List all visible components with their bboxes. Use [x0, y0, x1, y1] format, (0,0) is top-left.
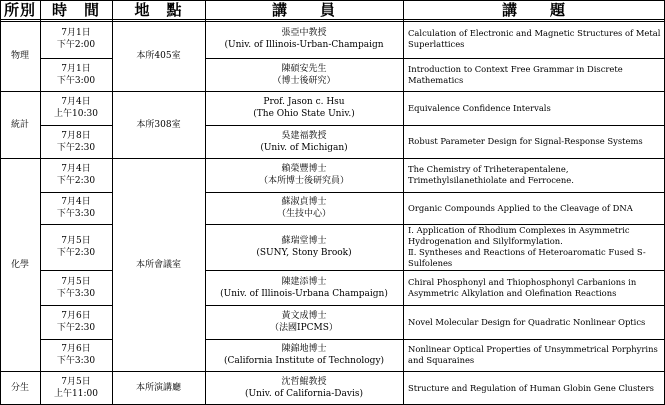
- speaker-cell: [206, 59, 402, 90]
- time-text: 下午2:30: [56, 248, 96, 258]
- header-time-label: 時 間: [51, 1, 100, 19]
- topic-cell: [404, 372, 664, 404]
- time-text: 下午3:30: [56, 209, 96, 219]
- table-rule-horizontal: [40, 58, 112, 59]
- table-rule-horizontal: [0, 21, 665, 22]
- place-cell: [113, 372, 204, 404]
- table-rule-horizontal: [40, 192, 112, 193]
- date-text: 7月1日: [61, 28, 91, 38]
- table-rule-horizontal: [40, 305, 112, 306]
- time-cell: [41, 92, 111, 124]
- place-name: 本所演講廳: [135, 383, 181, 393]
- date-text: 7月5日: [61, 377, 91, 387]
- topic-cell: [404, 271, 664, 304]
- date-text: 7月5日: [61, 236, 91, 246]
- table-rule-horizontal: [40, 224, 112, 225]
- speaker-cell: [206, 372, 402, 404]
- speaker-name: Prof. Jason c. Hsu: [263, 97, 345, 107]
- date-text: 7月5日: [61, 276, 91, 287]
- time-text: 下午2:30: [56, 176, 96, 186]
- speaker-affiliation: （法國IPCMS）: [270, 323, 338, 333]
- header-time: [41, 1, 111, 19]
- time-text: 下午2:30: [56, 142, 96, 153]
- time-text: 下午2:00: [56, 40, 96, 50]
- header-field-label: 所別: [3, 1, 36, 19]
- group-name: 化學: [10, 259, 29, 270]
- table-rule-horizontal: [205, 270, 665, 271]
- topic-text: Chiral Phosphonyl and Thiophosphonyl Carbanions in Asymmetric Alkylation and Olefination Reactions: [408, 276, 637, 298]
- topic-text: Structure and Regulation of Human Globin Gene Clusters: [408, 382, 654, 393]
- time-cell: [41, 159, 111, 191]
- speaker-affiliation: （博士後研究）: [272, 75, 336, 86]
- header-field: [1, 1, 39, 19]
- time-text: 下午2:30: [56, 323, 96, 333]
- time-cell: [41, 306, 111, 338]
- topic-text: The Chemistry of Triheterapentalene, Trimethylsilanethiolate and Ferrocene.: [408, 164, 574, 185]
- table-rule-horizontal: [205, 192, 665, 193]
- topic-cell: [404, 225, 664, 269]
- time-cell: [41, 225, 111, 269]
- topic-cell: [404, 193, 664, 223]
- header-speaker-label: 講 員: [271, 1, 336, 19]
- topic-cell: [404, 159, 664, 191]
- table-rule-vertical: [0, 0, 1, 405]
- speaker-cell: [206, 21, 402, 57]
- topic-cell: [404, 126, 664, 157]
- speaker-affiliation: （生技中心）: [276, 209, 331, 219]
- time-cell: [41, 126, 111, 157]
- time-text: 上午11:00: [54, 389, 98, 399]
- speaker-name: 蘇淑貞博士: [281, 197, 327, 207]
- time-cell: [41, 193, 111, 223]
- topic-text: Organic Compounds Applied to the Cleavage of DNA: [408, 202, 633, 213]
- table-rule-horizontal: [0, 158, 665, 159]
- group-cell: [1, 92, 39, 157]
- group-name: 物理: [10, 50, 29, 61]
- group-name: 統計: [10, 119, 29, 130]
- table-rule-vertical: [112, 0, 113, 405]
- speaker-name: 沈哲鯤教授: [281, 377, 327, 387]
- table-rule-horizontal: [40, 125, 112, 126]
- topic-text: Equivalence Confidence Intervals: [408, 102, 551, 113]
- table-rule-vertical: [205, 0, 206, 405]
- table-rule-horizontal: [0, 0, 665, 1]
- group-cell: [1, 21, 39, 90]
- time-cell: [41, 21, 111, 57]
- time-cell: [41, 271, 111, 304]
- table-rule-horizontal: [205, 58, 665, 59]
- topic-cell: [404, 306, 664, 338]
- place-name: 本所308室: [136, 119, 181, 130]
- speaker-cell: [206, 271, 402, 304]
- date-text: 7月6日: [61, 344, 91, 354]
- speaker-cell: [206, 340, 402, 370]
- speaker-cell: [206, 92, 402, 124]
- header-speaker: [206, 1, 402, 19]
- header-place-label: 地 點: [134, 1, 183, 19]
- date-text: 7月6日: [61, 311, 91, 321]
- header-place: [113, 1, 204, 19]
- time-cell: [41, 59, 111, 90]
- speaker-affiliation: (SUNY, Stony Brook): [256, 248, 352, 258]
- speaker-affiliation: (Univ. of California-Davis): [245, 389, 363, 399]
- table-rule-vertical: [403, 0, 404, 405]
- place-name: 本所405室: [136, 50, 181, 61]
- place-cell: [113, 21, 204, 90]
- header-topic-label: 講 題: [501, 1, 566, 19]
- date-text: 7月4日: [61, 97, 91, 107]
- speaker-name: 陳建添博士: [281, 276, 327, 287]
- topic-cell: [404, 59, 664, 90]
- table-rule-horizontal: [40, 270, 112, 271]
- speaker-affiliation: (Univ. of Illinois-Urbana Champaign): [220, 288, 388, 299]
- speaker-affiliation: (The Ohio State Univ.): [253, 109, 355, 119]
- topic-text: Calculation of Electronic and Magnetic Structures of Metal Superlattices: [408, 28, 661, 49]
- place-cell: [113, 159, 204, 370]
- speaker-cell: [206, 126, 402, 157]
- table-rule-horizontal: [205, 224, 665, 225]
- topic-text: Novel Molecular Design for Quadratic Nonlinear Optics: [408, 316, 646, 327]
- header-topic: [404, 1, 664, 19]
- date-text: 7月4日: [61, 197, 91, 207]
- speaker-affiliation: (Univ. of Illinois-Urban-Champaign: [224, 40, 384, 50]
- table-rule-horizontal: [0, 371, 665, 372]
- group-name: 分生: [10, 383, 29, 393]
- speaker-affiliation: (California Institute of Technology): [223, 356, 385, 366]
- speaker-name: 賴榮豐博士: [281, 164, 327, 174]
- table-rule-horizontal: [205, 125, 665, 126]
- speaker-name: 張亞中教授: [281, 28, 327, 38]
- speaker-name: 陳錦地博士: [281, 344, 327, 354]
- place-cell: [113, 92, 204, 157]
- speaker-affiliation: (Univ. of Michigan): [260, 142, 348, 153]
- topic-cell: [404, 21, 664, 57]
- time-text: 下午3:30: [56, 288, 96, 299]
- speaker-name: 吳建福教授: [281, 130, 327, 141]
- speaker-cell: [206, 225, 402, 269]
- speaker-cell: [206, 159, 402, 191]
- topic-cell: [404, 340, 664, 370]
- group-cell: [1, 372, 39, 404]
- place-name: 本所會議室: [135, 259, 181, 270]
- table-rule-horizontal: [205, 305, 665, 306]
- table-rule-horizontal: [205, 339, 665, 340]
- table-rule-horizontal: [0, 19, 665, 20]
- date-text: 7月4日: [61, 164, 91, 174]
- time-text: 下午3:30: [56, 356, 96, 366]
- speaker-name: 黃文成博士: [281, 311, 327, 321]
- speaker-name: 陳碩安先生: [281, 63, 327, 74]
- table-rule-horizontal: [40, 339, 112, 340]
- topic-text: Nonlinear Optical Properties of Unsymmetrical Porphyrins and Squaraines: [408, 344, 658, 365]
- speaker-cell: [206, 193, 402, 223]
- date-text: 7月1日: [61, 63, 91, 74]
- time-cell: [41, 340, 111, 370]
- speaker-name: 蘇瑞堂博士: [281, 236, 327, 246]
- speaker-cell: [206, 306, 402, 338]
- group-cell: [1, 159, 39, 370]
- time-text: 上午10:30: [54, 109, 98, 119]
- table-rule-horizontal: [0, 91, 665, 92]
- time-text: 下午3:00: [56, 75, 96, 86]
- date-text: 7月8日: [61, 130, 91, 141]
- speaker-affiliation: （本所博士後研究員）: [258, 176, 349, 186]
- topic-line: Ⅰ. Application of Rhodium Complexes in Asymmetric Hydrogenation and Silylformylation.: [408, 225, 630, 246]
- topic-text: Introduction to Context Free Grammar in Discrete Mathematics: [408, 63, 623, 85]
- time-cell: [41, 372, 111, 404]
- table-rule-vertical: [40, 0, 41, 405]
- topic-cell: [404, 92, 664, 124]
- topic-text: Robust Parameter Design for Signal-Response Systems: [408, 136, 643, 146]
- topic-line: Ⅱ. Syntheses and Reactions of Heteroaromatic Fused S-Sulfolenes: [408, 247, 646, 268]
